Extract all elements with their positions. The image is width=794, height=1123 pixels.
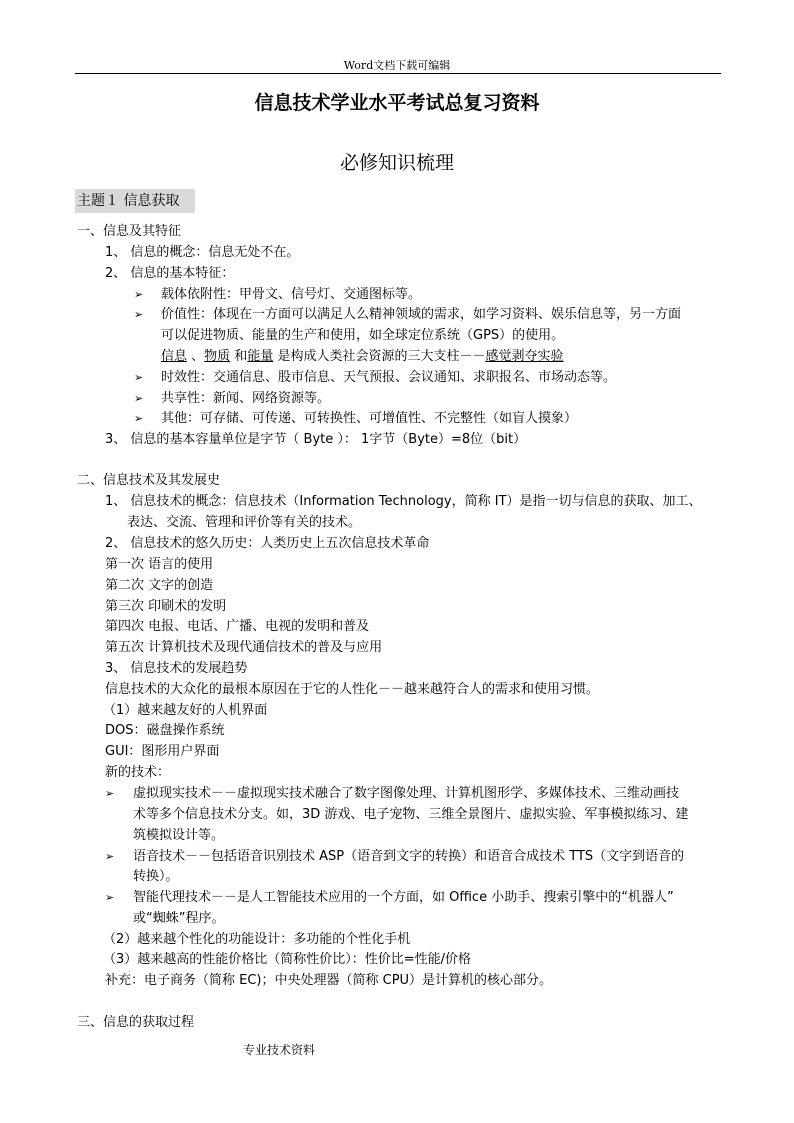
section2-heading: 二、信息技术及其发展史 bbox=[77, 473, 221, 488]
section2-item1-continued: 表达、交流、管理和评价等有关的技术。 bbox=[127, 515, 362, 530]
revolution-2: 第二次 文字的创造 bbox=[105, 578, 214, 593]
trend-2: （2）越来越个性化的功能设计：多功能的个性化手机 bbox=[103, 932, 411, 947]
vr-line-1: 虚拟现实技术－－虚拟现实技术融合了数字图像处理、计算机图形学、多媒体技术、三维动画技 bbox=[133, 786, 680, 801]
bullet-arrow-icon: ➢ bbox=[134, 308, 144, 321]
revolution-3: 第三次 印刷术的发明 bbox=[105, 599, 227, 614]
bullet-value-continued: 可以促进物质、能量的生产和使用，如全球定位系统（GPS）的使用。 bbox=[161, 328, 565, 343]
section1-item2: 2、 信息的基本特征： bbox=[105, 266, 235, 281]
bullet-arrow-icon: ➢ bbox=[134, 288, 144, 301]
agent-line-2: 或“蜘蛛”程序。 bbox=[133, 911, 225, 926]
trend-intro: 信息技术的大众化的最根本原因在于它的人性化－－越来越符合人的需求和使用习惯。 bbox=[105, 682, 600, 697]
resource-text: 是构成人类社会资源的三大支柱－－ bbox=[273, 349, 486, 364]
header-rule bbox=[75, 73, 721, 74]
document-title: 信息技术学业水平考试总复习资料 bbox=[254, 92, 540, 114]
section2-item2: 2、 信息技术的悠久历史：人类历史上五次信息技术革命 bbox=[105, 536, 430, 551]
revolution-1: 第一次 语言的使用 bbox=[105, 557, 214, 572]
resource-information: 信息 bbox=[161, 349, 188, 364]
resource-matter: 物质 bbox=[204, 349, 231, 364]
revolution-5: 第五次 计算机技术及现代通信技术的普及与应用 bbox=[105, 640, 383, 655]
bullet-sharing: 共享性：新闻、网络资源等。 bbox=[161, 391, 331, 406]
bullet-arrow-icon: ➢ bbox=[134, 392, 144, 405]
vr-line-3: 筑模拟设计等。 bbox=[133, 828, 225, 843]
trend-1: （1）越来越友好的人机界面 bbox=[103, 703, 268, 718]
section1-item3: 3、 信息的基本容量单位是字节（ Byte ）： 1字节（Byte）=8位（bit） bbox=[105, 432, 527, 447]
speech-line-1: 语音技术－－包括语音识别技术 ASP（语音到文字的转换）和语音合成技术 TTS（文字到语音的 bbox=[133, 849, 685, 864]
resource-sep: 、 bbox=[187, 349, 205, 364]
trend-3: （3）越来越高的性能价格比（简称性价比）：性价比=性能/价格 bbox=[103, 952, 472, 967]
sensory-deprivation-experiment: 感觉剥夺实验 bbox=[485, 349, 564, 364]
resources-line bbox=[161, 349, 563, 365]
bullet-arrow-icon: ➢ bbox=[105, 787, 115, 800]
bullet-carrier: 载体依附性：甲骨文、信号灯、交通图标等。 bbox=[161, 287, 422, 302]
page-footer: 专业技术资料 bbox=[243, 1043, 316, 1057]
bullet-value: 价值性：体现在一方面可以满足人么精神领域的需求，如学习资料、娱乐信息等，另一方面 bbox=[161, 307, 682, 322]
section2-item3: 3、 信息技术的发展趋势 bbox=[105, 661, 248, 676]
bullet-arrow-icon: ➢ bbox=[134, 371, 144, 384]
dos-definition: DOS：磁盘操作系统 bbox=[105, 723, 225, 738]
page-header: Word文档下载可编辑 bbox=[343, 59, 451, 72]
resource-energy: 能量 bbox=[247, 349, 274, 364]
bullet-arrow-icon: ➢ bbox=[105, 850, 115, 863]
section1-heading: 一、信息及其特征 bbox=[77, 224, 182, 239]
document-subtitle: 必修知识梳理 bbox=[339, 152, 454, 174]
section3-heading: 三、信息的获取过程 bbox=[77, 1015, 195, 1030]
bullet-other: 其他：可存储、可传递、可转换性、可增值性、不完整性（如盲人摸象） bbox=[161, 411, 578, 426]
bullet-arrow-icon: ➢ bbox=[134, 412, 144, 425]
speech-line-2: 转换）。 bbox=[133, 869, 179, 884]
resource-sep: 和 bbox=[230, 349, 248, 364]
section2-item1: 1、 信息技术的概念：信息技术（Information Technology，简称 IT）是指一切与信息的获取、加工、 bbox=[105, 494, 702, 509]
bullet-timeliness: 时效性：交通信息、股市信息、天气预报、会议通知、求职报名、市场动态等。 bbox=[161, 370, 617, 385]
gui-definition: GUI：图形用户界面 bbox=[105, 744, 220, 759]
new-tech-label: 新的技术： bbox=[105, 765, 171, 780]
topic-heading: 主题１ 信息获取 bbox=[75, 189, 195, 213]
section1-item1: 1、 信息的概念：信息无处不在。 bbox=[105, 245, 300, 260]
supplement: 补充：电子商务（简称 EC)；中央处理器（简称 CPU）是计算机的核心部分。 bbox=[105, 973, 553, 988]
vr-line-2: 术等多个信息技术分支。如，3D 游戏、电子宠物、三维全景图片、虚拟实验、军事模拟练习、建 bbox=[133, 807, 689, 822]
bullet-arrow-icon: ➢ bbox=[105, 891, 115, 904]
agent-line-1: 智能代理技术－－是人工智能技术应用的一个方面，如 Office 小助手、搜索引擎中的“机器人” bbox=[133, 890, 674, 905]
revolution-4: 第四次 电报、电话、广播、电视的发明和普及 bbox=[105, 619, 370, 634]
